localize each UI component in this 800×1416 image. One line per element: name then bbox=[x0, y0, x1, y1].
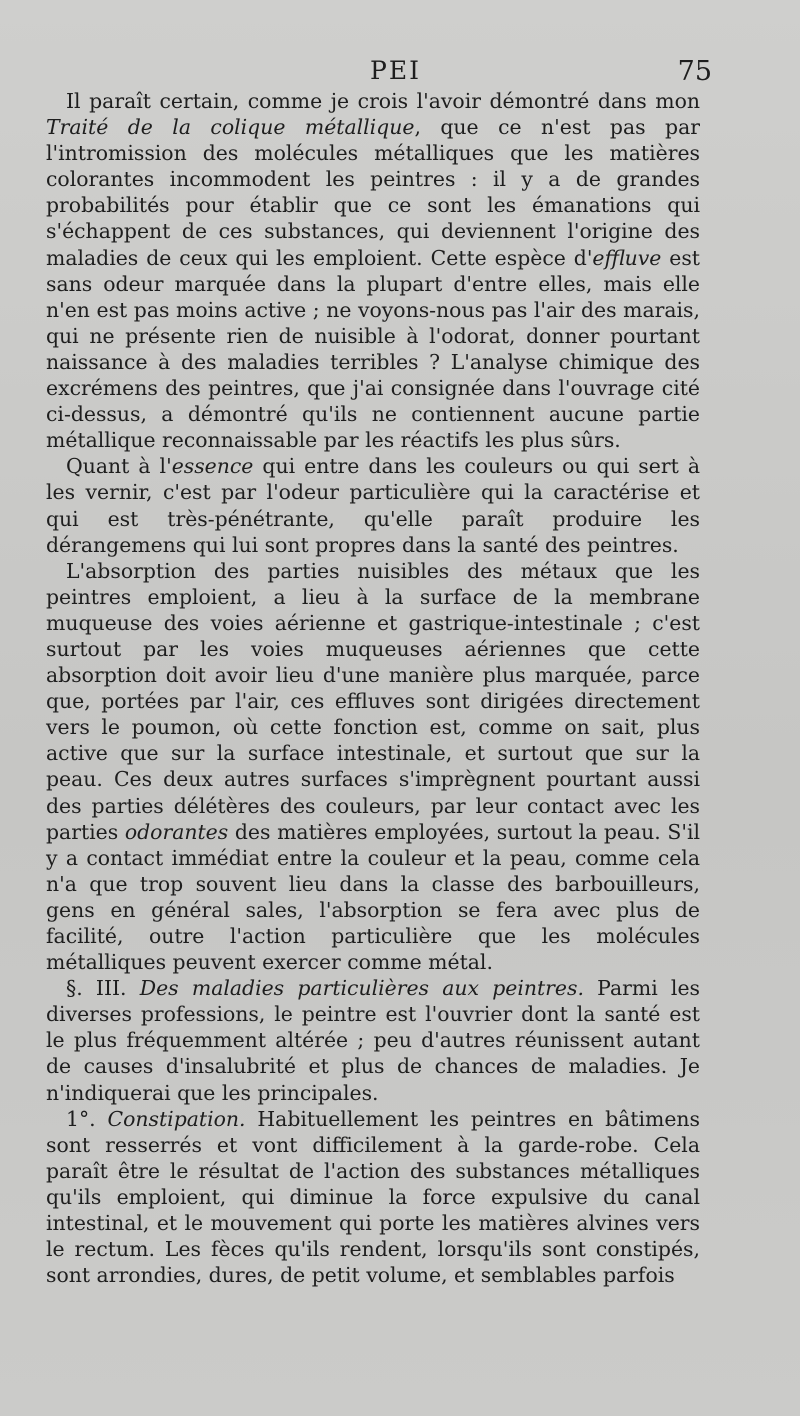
paragraph-text: Habituellement les peintres en bâtimens sont resserrés et vont difficilement à la garde-robe. Cela paraît être le résultat de l'action des substances métalliques qu'ils emploient, qui diminue la force expulsive du canal intestinal, et le mouvement qui porte les matières alvines vers le rectum. Les fèces qu'ils rendent, lorsqu'ils sont constipés, sont arrondies, dures, de petit volume, et semblables parfois bbox=[46, 1106, 700, 1288]
paragraph bbox=[46, 558, 700, 976]
paragraph-text: qui entre dans les couleurs ou qui sert à les vernir, c'est par l'odeur particulière qui la caractérise et qui est très-pénétrante, qu'elle paraît produire les dérangemens qui lui sont propres dans la santé des peintres. bbox=[46, 454, 700, 557]
paragraph-text: Parmi les diverses professions, le peintre est l'ouvrier dont la santé est le plus fréquemment altérée ; peu d'autres réunissent autant de causes d'insalubrité et plus de chances de maladies. Je n'indiquerai que les principales. bbox=[46, 976, 700, 1105]
italic-text: Des maladies particulières aux peintres. bbox=[139, 976, 584, 1001]
paragraph bbox=[46, 453, 700, 557]
text-body bbox=[46, 88, 700, 1288]
italic-text: odorantes bbox=[124, 819, 229, 844]
running-head bbox=[44, 56, 712, 92]
paragraph-text: Il paraît certain, comme je crois l'avoir démontré dans mon bbox=[66, 89, 700, 113]
italic-text: essence bbox=[171, 454, 254, 479]
paragraph-text: , que ce n'est pas par l'intromission des molécules métalliques que les matières colorantes incommodent les peintres : il y a de grandes probabilités pour établir que ce sont les émanations qui s'échappent de ces substances, qui deviennent l'origine des maladies de ceux qui les emploient. Cette espèce d' bbox=[46, 115, 700, 270]
italic-text: effluve bbox=[592, 245, 662, 270]
paragraph-text: des matières employées, surtout la peau. S'il y a contact immédiat entre la couleur et la peau, comme cela n'a que trop souvent lieu dans la classe des barbouilleurs, gens en général sales, l'absorption se fera avec plus de facilité, outre l'action particulière que les molécules métalliques peuvent exercer comme métal. bbox=[46, 819, 700, 975]
paragraph-text: 1°. bbox=[66, 1106, 108, 1131]
paragraph-text: Quant à l' bbox=[66, 454, 172, 479]
page-number: 75 bbox=[677, 56, 712, 87]
paragraph-text: L'absorption des parties nuisibles des métaux que les peintres emploient, a lieu à la surface de la membrane muqueuse des voies aérienne et gastrique-intestinale ; c'est surtout par les voies muqueuses aériennes que cette absorption doit avoir lieu d'une manière plus marquée, parce que, portées par l'air, ces effluves sont dirigées directement vers le poumon, où cette fonction est, comme on sait, plus active que sur la surface intestinale, et surtout que sur la peau. Ces deux autres surfaces s'imprègnent pourtant aussi des parties délétères des couleurs, par leur contact avec les parties bbox=[46, 558, 700, 844]
paragraph bbox=[46, 88, 700, 453]
running-head-title: PEI bbox=[370, 56, 421, 85]
paragraph-text: est sans odeur marquée dans la plupart d'entre elles, mais elle n'en est pas moins active ; ne voyons-nous pas l'air des marais, qui ne présente rien de nuisible à l'odorat, donner pourtant naissance à des maladies terribles ? L'analyse chimique des excrémens des peintres, que j'ai consignée dans l'ouvrage cité ci-dessus, a démontré qu'ils ne contiennent aucune partie métallique reconnaissable par les réactifs les plus sûrs. bbox=[46, 245, 700, 453]
paragraph-text: §. III. bbox=[66, 976, 140, 1001]
paragraph bbox=[46, 1106, 700, 1289]
paragraph bbox=[46, 975, 700, 1105]
italic-text: Traité de la colique métallique bbox=[46, 115, 415, 140]
italic-text: Constipation. bbox=[107, 1106, 246, 1131]
